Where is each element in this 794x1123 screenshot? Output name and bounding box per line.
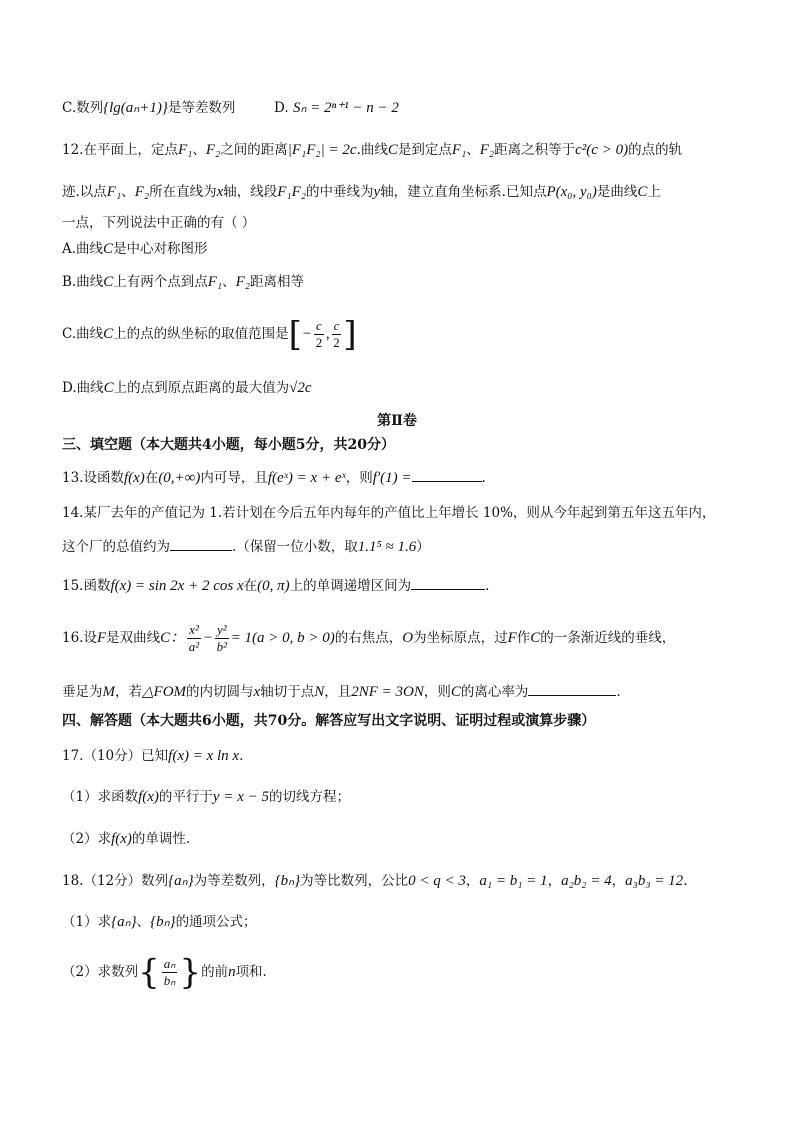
section-3-title: 三、填空题（本大题共4小题，每小题5分，共20分） [62, 437, 395, 453]
q18-ratio: 0 < q < 3 [408, 873, 466, 889]
q16-hyperbola: C： [160, 630, 186, 646]
q16-focus: F [96, 630, 107, 646]
q16-text: ，若 [115, 684, 142, 700]
q12-text: 之间的距离 [220, 142, 288, 158]
q13-answer-blank[interactable] [412, 467, 482, 482]
q17-text: 的单调性. [131, 831, 191, 847]
q15-interval: (0, π) [257, 578, 290, 594]
q16-text: ，且 [324, 684, 352, 700]
right-brace: } [179, 952, 202, 993]
q14-text: .（保留一位小数，取 [232, 539, 358, 555]
q17-text: 的平行于 [158, 789, 213, 805]
q12-f1: F₁ [451, 142, 467, 158]
q17-part-2 [62, 829, 190, 849]
q12-text: 是曲线 [596, 184, 638, 200]
f1: F₁ [207, 274, 223, 290]
q15-answer-blank[interactable] [411, 575, 485, 590]
q18 [62, 871, 687, 891]
q18-sep: ， [611, 873, 626, 889]
q16-text: 垂足为 [62, 684, 103, 700]
q13 [62, 467, 486, 488]
q12-f2: F₂ [134, 184, 150, 200]
q16-text: ，则 [423, 684, 451, 700]
q18-text: 的通项公式； [175, 914, 257, 930]
minus-sign: − [202, 630, 213, 646]
q16-line-2 [62, 681, 621, 702]
q18-text: 为等比数列，公比 [300, 873, 409, 889]
q18-seq-a: {aₙ} [111, 914, 137, 930]
option-label: C.曲线 [62, 326, 104, 342]
numerator: x² [189, 622, 199, 637]
q14-text: 这个厂的总值约为 [62, 539, 170, 555]
q17-fx: f(x) [138, 789, 159, 805]
q16-text: 的内切圆与 [186, 684, 254, 700]
q12-segment: F₁F₂ [277, 184, 307, 200]
q16-condition: = 1(a > 0, b > 0) [230, 630, 335, 646]
minus-sign: − [301, 326, 313, 342]
q16-hyperbola: C [530, 630, 541, 646]
q12-x: x [216, 184, 224, 200]
q18-seq-b: {bₙ} [150, 914, 176, 930]
q18-end: . [683, 873, 688, 889]
q17-function: f(x) = x ln x [168, 748, 240, 764]
q18-text: 18.（12分）数列 [62, 873, 169, 889]
q18-text: （2）求数列 [62, 964, 139, 980]
option-text: 上有两个点到点 [113, 274, 208, 290]
q16-focus: F [507, 630, 517, 646]
q13-text: 内可导，且 [200, 470, 268, 486]
f2: F₂ [235, 274, 251, 290]
q13-interval: (0,+∞) [158, 470, 201, 486]
numerator: c [333, 318, 340, 333]
q18-part-1 [62, 912, 257, 932]
curve-c: C [103, 274, 114, 290]
q15 [62, 575, 489, 596]
q16-point-n: N [314, 684, 325, 700]
q14-answer-blank[interactable] [170, 536, 232, 551]
q16-vector-relation: 2NF = 3ON [351, 684, 424, 700]
q12-text: 所在直线为 [149, 184, 217, 200]
curve-c: C [103, 326, 114, 342]
q15-text: 15.函数 [62, 578, 111, 594]
q17-text: 的切线方程； [268, 789, 350, 805]
q12-sep: 、 [121, 184, 135, 200]
q18-cond-2: a₂b₂ = 4 [561, 873, 612, 889]
q14-line-2 [62, 536, 430, 557]
q11-option-d-label: D. [274, 100, 289, 116]
q18-text: （1）求 [62, 914, 112, 930]
q18-cond-3: a₃b₃ = 12 [625, 873, 684, 889]
q18-seq-a: {aₙ} [168, 873, 194, 889]
q16-line-1 [62, 618, 675, 658]
denominator: bₙ [163, 973, 176, 988]
q16-text: 16.设 [62, 630, 97, 646]
q18-cond-1: a₁ = b₁ = 1 [479, 873, 548, 889]
option-text: 距离相等 [250, 274, 305, 290]
q12-line-3 [62, 213, 255, 233]
q14-line-1 [62, 503, 715, 523]
q12-distance: |F₁F₂| = 2c [287, 142, 357, 158]
q11-option-c-math: {lg(aₙ+1)} [103, 100, 168, 116]
curve-c: C [103, 241, 114, 257]
q12-y: y [373, 184, 381, 200]
q12-option-a [62, 239, 208, 259]
q12-curve: C [637, 184, 648, 200]
q12-option-c [62, 312, 357, 357]
denominator: 2 [333, 335, 340, 350]
left-bracket: [ [288, 314, 302, 355]
q18-sep: 、 [136, 914, 151, 930]
option-label: D.曲线 [62, 380, 104, 396]
q11-options-cd [62, 98, 399, 118]
q11-option-c-prefix: C.数列 [62, 100, 104, 116]
curve-c: C [103, 380, 114, 396]
left-brace: { [138, 952, 160, 993]
q12-text: .曲线 [356, 142, 388, 158]
q16-end: . [616, 684, 621, 700]
q12-text: 一点，下列说法中正确的有（ ） [62, 215, 256, 231]
q12-f1: F₁ [177, 142, 193, 158]
q14-approx: 1.1⁵ ≈ 1.6 [357, 539, 417, 555]
q17-end: . [239, 748, 244, 764]
q12-text: 迹.以点 [62, 184, 107, 200]
q12-text: 是到定点 [397, 142, 452, 158]
right-bracket: ] [343, 314, 357, 355]
sep: 、 [222, 274, 236, 290]
q13-fx: f(x) [123, 470, 145, 486]
q12-f2: F₂ [205, 142, 221, 158]
section-4-title: 四、解答题（本大题共6小题，共70分。解答应写出文字说明、证明过程或演算步骤） [62, 713, 596, 729]
q17-part-1 [62, 787, 350, 807]
q12-text: 的中垂线为 [306, 184, 374, 200]
q12-curve: C [387, 142, 398, 158]
q12-text: 轴，建立直角坐标系.已知点 [380, 184, 547, 200]
q13-ask: f′(1) = [372, 470, 412, 486]
q16-origin: O [402, 630, 414, 646]
max-distance: √2c [289, 380, 312, 396]
q15-text: 上的单调递增区间为 [289, 578, 412, 594]
q12-option-b [62, 272, 304, 292]
q17-text: 17.（10分）已知 [62, 748, 169, 764]
fraction-an-over-bn [162, 956, 178, 989]
q16-text: 是双曲线 [106, 630, 161, 646]
fraction-c-over-2 [314, 318, 324, 351]
q15-text: 在 [243, 578, 258, 594]
q12-sep: 、 [466, 142, 480, 158]
option-label: B.曲线 [62, 274, 104, 290]
q18-seq-b: {bₙ} [274, 873, 301, 889]
q18-part-2 [62, 950, 267, 995]
q17 [62, 746, 243, 766]
q18-sep: ， [547, 873, 562, 889]
part-2-title: 第Ⅱ卷 [377, 413, 417, 429]
q14-text: 14.某厂去年的产值记为 1.若计划在今后五年内每年的产值比上年增长 10%，则从今年起到第五年这五年内， [62, 505, 716, 521]
q16-text: 的右焦点， [334, 630, 403, 646]
q11-option-d-math: Sₙ = 2ⁿ⁺¹ − n − 2 [292, 100, 399, 116]
q12-option-d [62, 378, 312, 398]
q16-text: 的离心率为 [460, 684, 529, 700]
q14-text: ） [416, 539, 430, 555]
q11-option-c-text: 是等差数列 [167, 100, 236, 116]
option-text: 上的点到原点距离的最大值为 [113, 380, 290, 396]
q16-x: x [253, 684, 261, 700]
q12-text: 距离之积等于 [494, 142, 576, 158]
q17-fx: f(x) [111, 831, 132, 847]
q16-triangle: △FOM [142, 684, 187, 700]
q15-function: f(x) = sin 2x + 2 cos x [110, 578, 244, 594]
denominator: b² [216, 639, 227, 654]
numerator: c [316, 318, 322, 333]
q16-hyperbola: C [450, 684, 461, 700]
q12-text: 上 [647, 184, 661, 200]
q18-sep: ， [465, 873, 480, 889]
q16-text: 为坐标原点，过 [413, 630, 508, 646]
denominator: 2 [315, 335, 323, 350]
option-text: 上的点的纵坐标的取值范围是 [113, 326, 289, 342]
q12-line-1 [62, 140, 682, 160]
q17-line: y = x − 5 [212, 789, 269, 805]
q18-text: 项和. [235, 964, 267, 980]
q18-n: n [228, 964, 236, 980]
q17-text: （2）求 [62, 831, 112, 847]
comma: , [325, 326, 330, 342]
q12-point-p: P(x₀, y₀) [546, 184, 597, 200]
q18-text: 为等差数列， [193, 873, 275, 889]
q15-end: . [485, 578, 490, 594]
q13-end: . [481, 470, 486, 486]
q12-sep: 、 [192, 142, 206, 158]
fraction-c-over-2 [332, 318, 342, 351]
q12-f2: F₂ [479, 142, 495, 158]
q13-equation: f(eˣ) = x + eˣ [267, 470, 346, 486]
q16-answer-blank[interactable] [528, 681, 616, 696]
q12-text: 轴，线段 [223, 184, 278, 200]
numerator: aₙ [163, 956, 176, 971]
q13-text: 13.设函数 [62, 470, 124, 486]
numerator: y² [216, 622, 227, 637]
q12-product: c²(c > 0) [575, 142, 629, 158]
q12-text: 的点的轨 [628, 142, 683, 158]
q16-text: 轴切于点 [260, 684, 315, 700]
q18-text: 的前 [201, 964, 229, 980]
q12-text: 12.在平面上，定点 [62, 142, 178, 158]
option-label: A.曲线 [62, 241, 104, 257]
q16-text: 的一条渐近线的垂线， [540, 630, 676, 646]
q12-f1: F₁ [106, 184, 122, 200]
q12-line-2 [62, 182, 661, 202]
q13-text: ，则 [345, 470, 373, 486]
denominator: a² [188, 639, 200, 654]
q13-text: 在 [144, 470, 159, 486]
q16-text: 作 [516, 630, 531, 646]
fraction-y2-b2 [215, 622, 229, 655]
q17-text: （1）求函数 [62, 789, 139, 805]
fraction-x2-a2 [187, 622, 201, 655]
q16-point-m: M [102, 684, 115, 700]
option-text: 是中心对称图形 [113, 241, 208, 257]
